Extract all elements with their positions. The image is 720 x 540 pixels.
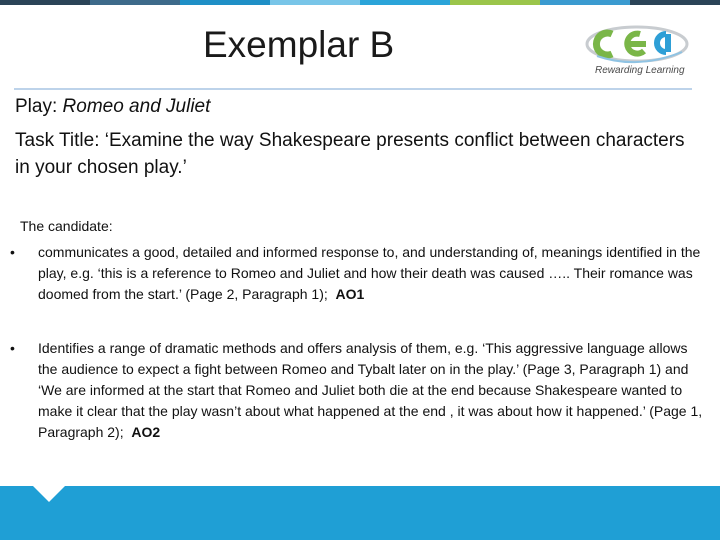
play-label: Play: — [15, 96, 63, 117]
footer-notch — [29, 482, 69, 502]
ao-label: AO1 — [335, 286, 365, 302]
play-title: Romeo and Juliet — [62, 96, 211, 117]
task-title: Task Title: ‘Examine the way Shakespeare presents conflict between characters in your chosen play.’ — [15, 130, 685, 178]
ao-label: AO2 — [131, 424, 161, 440]
list-item — [10, 242, 710, 305]
stripe-segment — [180, 0, 270, 5]
stripe-segment — [450, 0, 540, 5]
stripe-segment — [630, 0, 720, 5]
stripe-segment — [90, 0, 180, 5]
stripe-segment — [270, 0, 360, 5]
bullet-text — [38, 242, 710, 305]
header-rule — [14, 88, 692, 90]
bullet-text — [38, 338, 710, 443]
list-item — [10, 338, 710, 443]
candidate-heading: The candidate: — [20, 218, 113, 234]
bullet-marker: • — [10, 244, 15, 260]
footer-band — [0, 486, 720, 540]
stripe-segment — [360, 0, 450, 5]
stripe-segment — [0, 0, 90, 5]
bullet-body: communicates a good, detailed and informed response to, and understanding of, meanings identified in the play, e.g. ‘this is a reference to Romeo and Juliet and how their death was caused ….. Their romance was doomed from the start.’ (Page 2, Paragraph 1); — [38, 244, 701, 302]
top-color-stripe — [0, 0, 720, 5]
stripe-segment — [540, 0, 630, 5]
play-line — [15, 96, 210, 118]
bullet-body: Identifies a range of dramatic methods and offers analysis of them, e.g. ‘This aggressive language allows the audience to expect a fight between Romeo and Tybalt later on in the play.’ (Page 3, Paragraph 1) and ‘We are informed at the start that Romeo and Juliet both die at the end because Shakespeare wanted to make it clear that the play wasn’t about what happened at the end , it was about how it happened.’ (Page 1, Paragraph 2); — [38, 340, 703, 440]
bullet-marker: • — [10, 340, 15, 356]
page-title: Exemplar B — [203, 24, 395, 65]
logo-tagline: Rewarding Learning — [595, 65, 685, 76]
